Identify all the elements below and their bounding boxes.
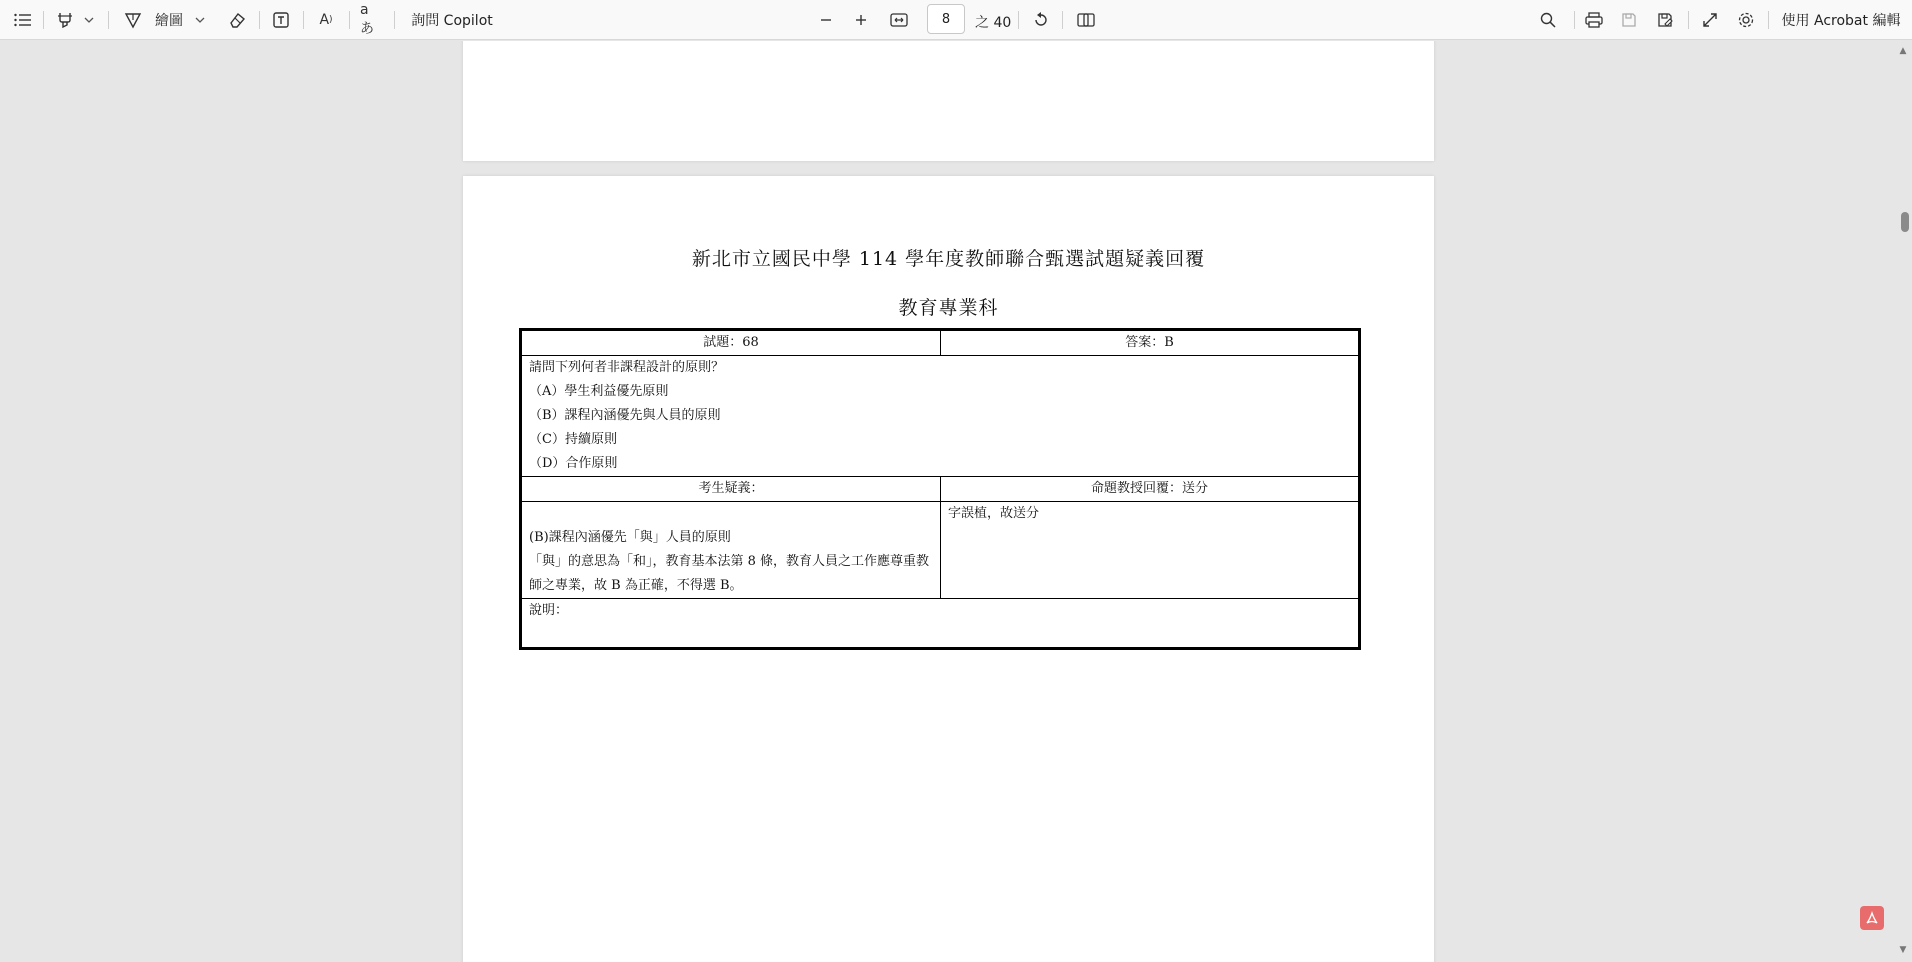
reply-header: 命題教授回覆：送分 xyxy=(941,477,1360,502)
draw-label[interactable]: 繪圖 xyxy=(155,13,183,29)
note-label: 說明： xyxy=(529,603,569,618)
eraser-icon[interactable] xyxy=(226,8,248,32)
draw-icon[interactable] xyxy=(122,8,144,32)
separator xyxy=(394,11,395,29)
separator xyxy=(108,11,109,29)
viewer-toolbar xyxy=(0,0,1912,40)
fit-width-icon[interactable] xyxy=(887,8,911,32)
objection-table xyxy=(519,328,1361,650)
option-b: （B）課程內涵優先與人員的原則 xyxy=(529,408,721,423)
option-a: （A）學生利益優先原則 xyxy=(529,384,669,399)
rotate-icon[interactable] xyxy=(1030,8,1052,32)
separator xyxy=(259,11,260,29)
chevron-down-icon[interactable] xyxy=(193,8,207,32)
question-header: 試題：68 xyxy=(521,330,941,356)
question-text: 請問下列何者非課程設計的原則？ xyxy=(529,360,725,375)
separator xyxy=(43,11,44,29)
option-c: （C）持續原則 xyxy=(529,432,617,447)
separator xyxy=(1768,11,1769,29)
search-icon[interactable] xyxy=(1537,8,1559,32)
separator xyxy=(1688,11,1689,29)
previous-page xyxy=(463,41,1434,161)
print-icon[interactable] xyxy=(1583,8,1605,32)
list-icon[interactable] xyxy=(12,8,34,32)
fullscreen-icon[interactable] xyxy=(1699,8,1721,32)
save-icon[interactable] xyxy=(1618,8,1640,32)
highlight-icon[interactable] xyxy=(54,8,76,32)
objection-header: 考生疑義： xyxy=(521,477,941,502)
page-number-input[interactable] xyxy=(927,4,965,34)
document-viewport[interactable] xyxy=(0,41,1912,962)
edit-with-acrobat-button[interactable]: 使用 Acrobat 編輯 xyxy=(1781,13,1901,29)
save-as-icon[interactable] xyxy=(1654,8,1676,32)
ask-copilot-button[interactable]: 詢問 Copilot xyxy=(411,13,493,29)
translate-icon[interactable]: aあ xyxy=(360,2,374,37)
reply-cell xyxy=(941,502,1360,599)
separator xyxy=(303,11,304,29)
current-page xyxy=(463,176,1434,962)
scrollbar-thumb[interactable] xyxy=(1901,212,1909,232)
chevron-down-icon[interactable] xyxy=(82,8,96,32)
objection-line-2: 「與」的意思為「和」，教育基本法第 8 條，教育人員之工作應尊重教師之專業，故 B 為正確，不得選 B。 xyxy=(529,554,930,593)
separator xyxy=(1574,11,1575,29)
reply-text: 字誤植，故送分 xyxy=(948,506,1040,521)
separator xyxy=(1062,11,1063,29)
scroll-down-arrow[interactable]: ▼ xyxy=(1899,945,1907,955)
text-box-icon[interactable] xyxy=(270,8,292,32)
page-view-icon[interactable] xyxy=(1075,8,1097,32)
objection-cell xyxy=(521,502,941,599)
acrobat-icon[interactable] xyxy=(1860,906,1884,930)
option-d: （D）合作原則 xyxy=(529,456,618,471)
document-title: 新北市立國民中學 114 學年度教師聯合甄選試題疑義回覆 xyxy=(691,248,1206,270)
note-cell xyxy=(521,599,1360,649)
separator xyxy=(1018,11,1019,29)
answer-header: 答案：B xyxy=(941,330,1360,356)
zoom-out-icon[interactable] xyxy=(815,8,837,32)
read-aloud-icon[interactable]: A ) xyxy=(319,12,333,28)
objection-line-1: (B)課程內涵優先「與」人員的原則 xyxy=(529,530,731,545)
question-cell xyxy=(521,356,1360,477)
separator xyxy=(349,11,350,29)
zoom-in-icon[interactable] xyxy=(850,8,872,32)
settings-icon[interactable] xyxy=(1735,8,1757,32)
page-total: 之 40 xyxy=(975,15,1012,31)
scroll-up-arrow[interactable]: ▲ xyxy=(1899,46,1907,56)
document-subtitle: 教育專業科 xyxy=(898,297,999,319)
